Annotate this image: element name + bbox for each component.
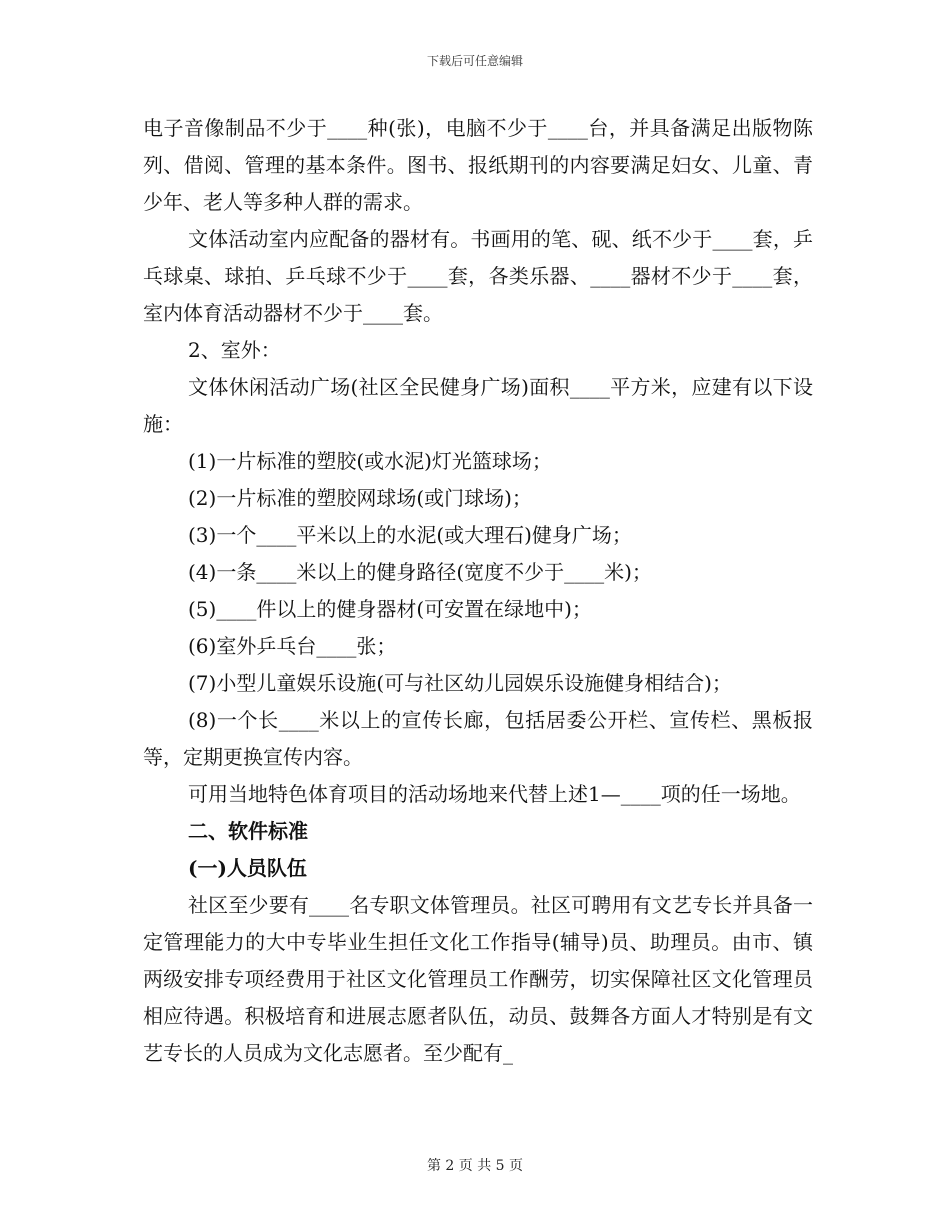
list-item: (1)一片标准的塑胶(或水泥)灯光篮球场； <box>188 449 552 473</box>
heading-software-standard: 二、软件标准 <box>188 819 308 843</box>
paragraph-indoor-equipment: 文体活动室内应配备的器材有。书画用的笔、砚、纸不少于____套，乒乓球桌、球拍、乒乓球不少于____套，各类乐器、____器材不少于____套，室内体育活动器材不少于____套。 <box>143 227 813 325</box>
list-item: (6)室外乒乓台____张； <box>188 634 397 658</box>
list-item: (3)一个____平米以上的水泥(或大理石)健身广场； <box>188 523 632 547</box>
paragraph-publications: 电子音像制品不少于____种(张)，电脑不少于____台，并具备满足出版物陈列、借阅、管理的基本条件。图书、报纸期刊的内容要满足妇女、儿童、青少年、老人等多种人群的需求。 <box>143 116 813 214</box>
document-body <box>143 110 813 1072</box>
paragraph-plaza-area: 文体休闲活动广场(社区全民健身广场)面积____平方米，应建有以下设施： <box>143 375 813 436</box>
list-item: (7)小型儿童娱乐设施(可与社区幼儿园娱乐设施健身相结合)； <box>188 671 732 695</box>
heading-staff-team: (一)人员队伍 <box>188 856 307 880</box>
paragraph-staff: 社区至少要有____名专职文体管理员。社区可聘用有文艺专长并具备一定管理能力的大中专毕业生担任文化工作指导(辅导)员、助理员。由市、镇两级安排专项经费用于社区文化管理员工作酬劳，切实保障社区文化管理员相应待遇。积极培育和进展志愿者队伍，动员、鼓舞各方面人才特别是有文艺专长的人员成为文化志愿者。至少配有_ <box>143 893 813 1065</box>
paragraph-substitute-venue: 可用当地特色体育项目的活动场地来代替上述1—____项的任一场地。 <box>188 782 801 806</box>
page-header: 下载后可任意编辑 <box>426 54 523 68</box>
list-item: (4)一条____米以上的健身路径(宽度不少于____米)； <box>188 560 652 584</box>
page-footer: 第 2 页 共 5 页 <box>426 1158 524 1174</box>
list-item: (5)____件以上的健身器材(可安置在绿地中)； <box>188 597 592 621</box>
list-item: (2)一片标准的塑胶网球场(或门球场)； <box>188 486 532 510</box>
list-item-propaganda-corridor: (8)一个长____米以上的宣传长廊，包括居委公开栏、宣传栏、黑板报等，定期更换宣传内容。 <box>143 708 813 769</box>
section-outdoor-label: 2、室外： <box>188 338 281 362</box>
